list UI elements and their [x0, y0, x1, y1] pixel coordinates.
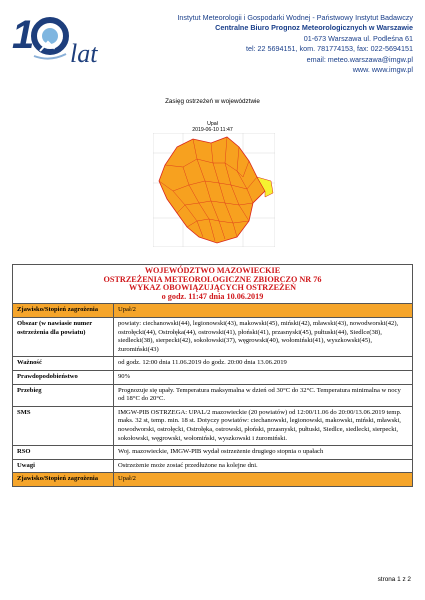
address: 01-673 Warszawa ul. Podleśna 61: [303, 33, 413, 43]
map-datetime: 2019-06-10 11:47: [192, 127, 233, 133]
map-phenomenon-label: Upał: [207, 121, 218, 127]
row-label: Zjawisko/Stopień zagrożenia: [13, 304, 114, 318]
imgw-100-lat-logo: [10, 6, 135, 74]
logo-lat-text: lat: [70, 39, 98, 68]
map-title: Zasięg ostrzeżeń w województwie: [165, 98, 260, 105]
warnings-table: [12, 264, 413, 487]
table-row: [13, 357, 413, 371]
institute-name: Instytut Meteorologii i Gospodarki Wodnej - Państwowy Instytut Badawczy: [177, 13, 413, 22]
table-row: [13, 370, 413, 384]
heading-region: WOJEWÓDZTWO MAZOWIECKIE: [144, 266, 281, 275]
table-row: [13, 473, 413, 487]
row-label: Obszar (w nawiasie numer ostrzeżenia dla powiatu): [13, 317, 114, 356]
row-value: powiaty: ciechanowski(44), legionowski(43), makowski(45), miński(42), mławski(43), nowodworski(42), ostrołęcki(44), Ostrołęka(44), ostrowski(41), płoński(41), przasnyski(45), pułtuski(44), Siedlce(38), siedlecki(38), sierpecki(42), sokołowski(37), węgrowski(40), wołomiński(41), wyszkowski(45), żuromiński(43): [114, 317, 413, 356]
table-row: [13, 446, 413, 460]
phone: tel: 22 5694151, kom. 781774153, fax: 022-5694151: [245, 44, 413, 54]
row-label: Zjawisko/Stopień zagrożenia: [13, 473, 114, 487]
email[interactable]: email: meteo.warszawa@imgw.pl: [306, 54, 413, 64]
table-row: [13, 459, 413, 473]
row-value: Woj. mazowieckie, IMGW-PIB wydał ostrzeżenie drugiego stopnia o upałach: [114, 446, 413, 460]
svg-text:1: 1: [12, 13, 35, 57]
row-value: od godz. 12:00 dnia 11.06.2019 do godz. 20:00 dnia 13.06.2019: [114, 357, 413, 371]
row-label: Prawdopodobieństwo: [13, 370, 114, 384]
row-value: Upał/2: [114, 473, 413, 487]
row-label: Ważność: [13, 357, 114, 371]
row-value: Prognozuje się upały. Temperatura maksymalna w dzień od 30°C do 32°C. Temperatura minimalna w nocy od 18°C do 20°C.: [114, 384, 413, 406]
table-row: [13, 304, 413, 318]
table-heading: [13, 265, 413, 304]
institute-header: [143, 13, 413, 75]
page-number: strona 1 z 2: [377, 576, 411, 583]
row-label: Uwagi: [13, 459, 114, 473]
row-label: RSO: [13, 446, 114, 460]
office-name: Centralne Biuro Prognoz Meteorologicznych w Warszawie: [215, 23, 413, 33]
heading-bulletin: OSTRZEŻENIA METEOROLOGICZNE ZBIORCZO NR 76: [103, 274, 322, 284]
table-row: [13, 406, 413, 445]
table-row: [13, 384, 413, 406]
row-value: Upał/2: [114, 304, 413, 318]
row-label: Przebieg: [13, 384, 114, 406]
row-value: 90%: [114, 370, 413, 384]
website[interactable]: www. www.imgw.pl: [352, 65, 413, 75]
row-label: SMS: [13, 406, 114, 445]
row-value: Ostrzeżenie może zostać przedłużone na kolejne dni.: [114, 459, 413, 473]
warning-map: [153, 133, 275, 247]
row-value: IMGW-PIB OSTRZEGA: UPAL/2 mazowieckie (20 powiatów) od 12:00/11.06 do 20:00/13.06.2019 temp. maks. 32 st, temp. min. 18 st. Dotyczy powiatów: ciechanowski, legionowski, makowski, miński, mławski, nowodworski, ostrołęcki, Ostrołęka, ostrowski, płoński, przasnyski, pułtuski, Siedlce, siedlecki, sierpecki, sokołowski, węgrowski, wołomiński, wyszkowski i żuromiński.: [114, 406, 413, 445]
heading-list: WYKAZ OBOWIĄZUJĄCYCH OSTRZEŻEŃ: [129, 283, 296, 293]
heading-time: o godz. 11:47 dnia 10.06.2019: [161, 291, 264, 301]
table-row: [13, 317, 413, 356]
